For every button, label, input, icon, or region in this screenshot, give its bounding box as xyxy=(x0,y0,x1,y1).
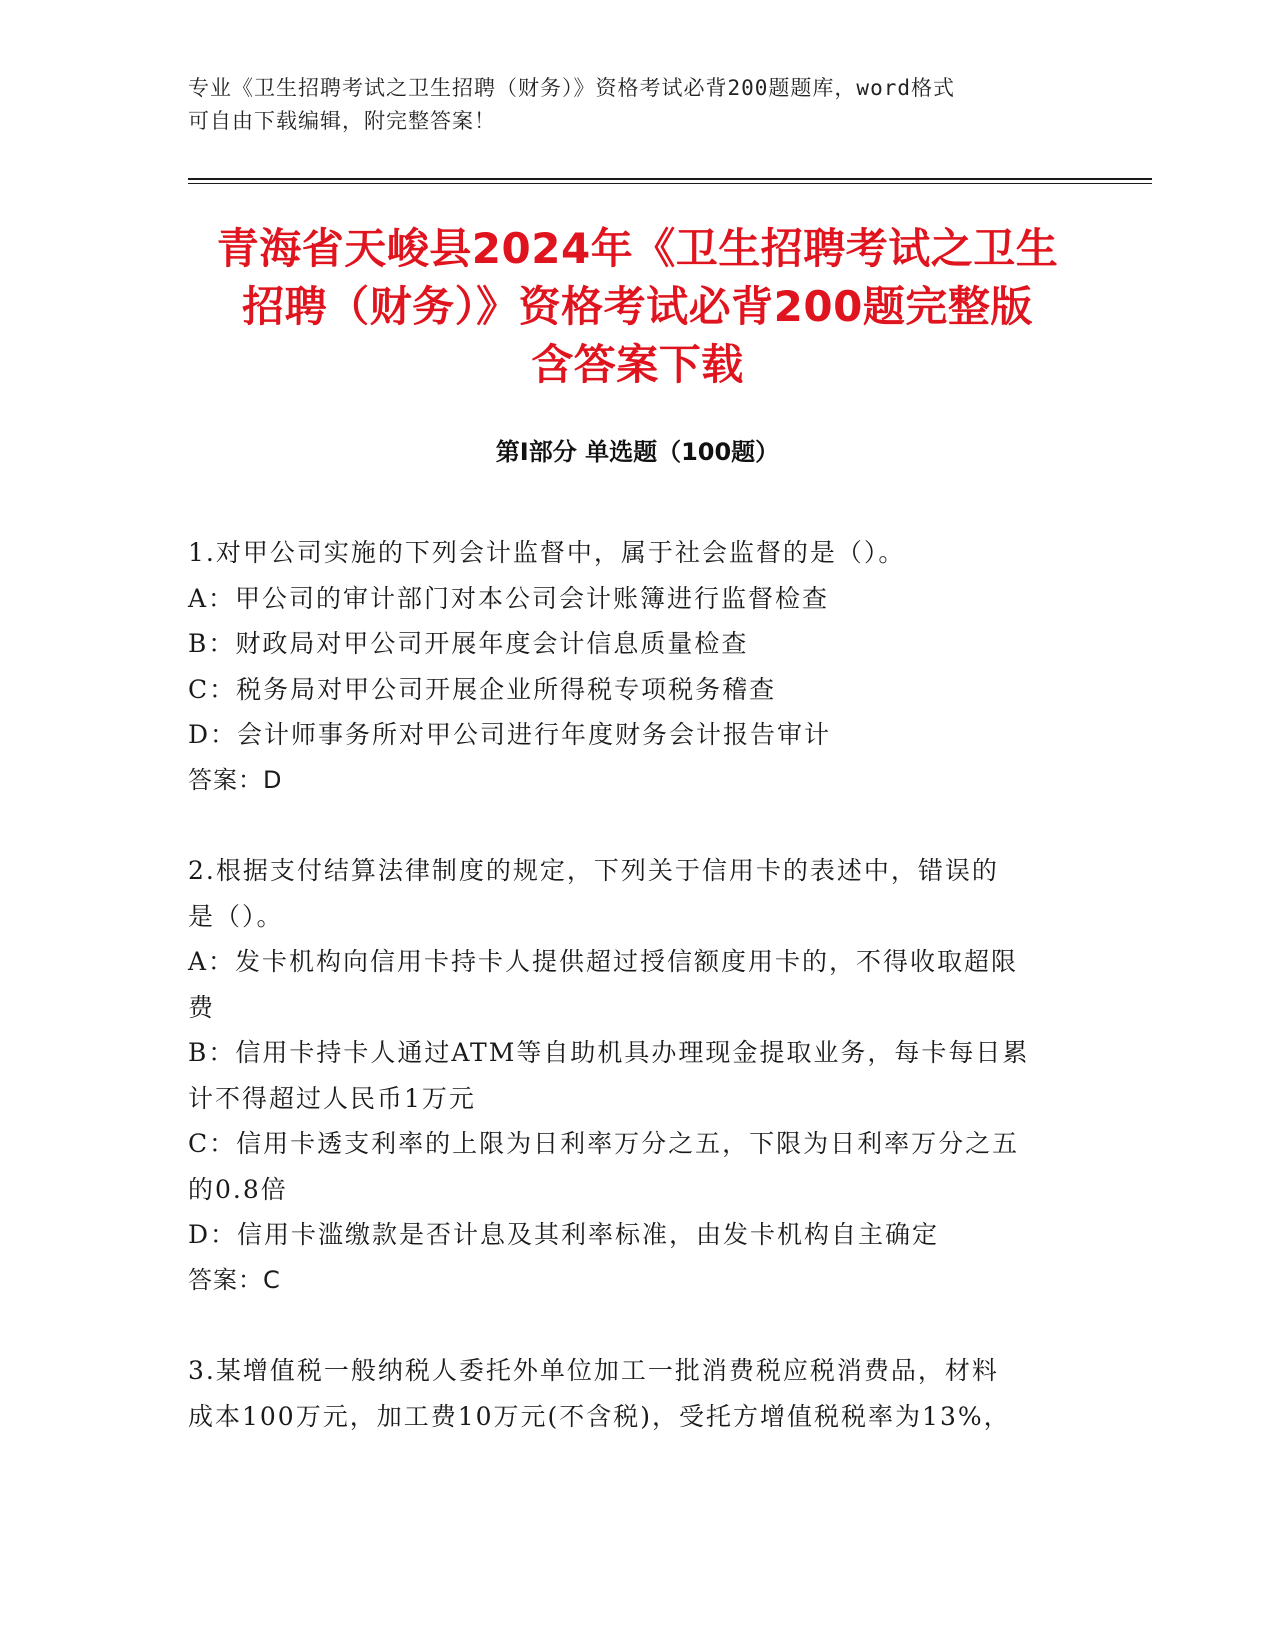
question-stem: 3.某增值税一般纳税人委托外单位加工一批消费税应税消费品，材料 xyxy=(188,1356,999,1385)
option-b-cont: 计不得超过人民币1万元 xyxy=(188,1083,476,1113)
title-line: 含答案下载 xyxy=(531,340,744,389)
question-list xyxy=(188,530,1088,1484)
option-c-cont: 的0.8倍 xyxy=(188,1174,288,1204)
option-c: C：信用卡透支利率的上限为日利率万分之五，下限为日利率万分之五 xyxy=(188,1129,1020,1158)
option-a-cont: 费 xyxy=(188,992,216,1022)
option-c: C：税务局对甲公司开展企业所得税专项税务稽查 xyxy=(188,674,777,704)
question-item xyxy=(188,530,1088,803)
question-stem-cont: 成本100万元，加工费10万元(不含税)，受托方增值税税率为13%， xyxy=(188,1401,1011,1431)
header-note-line: 专业《卫生招聘考试之卫生招聘（财务）》资格考试必背200题题库，word格式 xyxy=(188,76,955,100)
option-d: D：会计师事务所对甲公司进行年度财务会计报告审计 xyxy=(188,720,832,749)
header-divider-thin xyxy=(188,183,1152,184)
header-note xyxy=(188,72,1068,138)
option-b: B：信用卡持卡人通过ATM等自助机具办理现金提取业务，每卡每日累 xyxy=(188,1038,1030,1067)
question-stem-cont: 是（）。 xyxy=(188,901,284,931)
header-note-line: 可自由下载编辑，附完整答案！ xyxy=(188,109,496,133)
question-stem: 2.根据支付结算法律制度的规定，下列关于信用卡的表述中，错误的 xyxy=(188,856,999,885)
option-a: A：发卡机构向信用卡持卡人提供超过授信额度用卡的，不得收取超限 xyxy=(188,947,1019,976)
option-d: D：信用卡滥缴款是否计息及其利率标准，由发卡机构自主确定 xyxy=(188,1220,940,1249)
question-stem: 1.对甲公司实施的下列会计监督中，属于社会监督的是（）。 xyxy=(188,538,906,567)
section-heading: 第Ⅰ部分 单选题（100题） xyxy=(495,438,780,466)
title-line: 招聘（财务）》资格考试必背200题完整版 xyxy=(242,282,1033,331)
title-line: 青海省天峻县2024年《卫生招聘考试之卫生 xyxy=(216,224,1059,273)
question-item xyxy=(188,1348,1088,1439)
option-b: B：财政局对甲公司开展年度会计信息质量检查 xyxy=(188,629,749,658)
answer-label: 答案：C xyxy=(188,1265,281,1294)
document-title xyxy=(150,220,1125,394)
option-a: A：甲公司的审计部门对本公司会计账簿进行监督检查 xyxy=(188,583,830,613)
answer-label: 答案：D xyxy=(188,765,283,794)
question-item xyxy=(188,848,1088,1303)
header-divider xyxy=(188,178,1152,180)
